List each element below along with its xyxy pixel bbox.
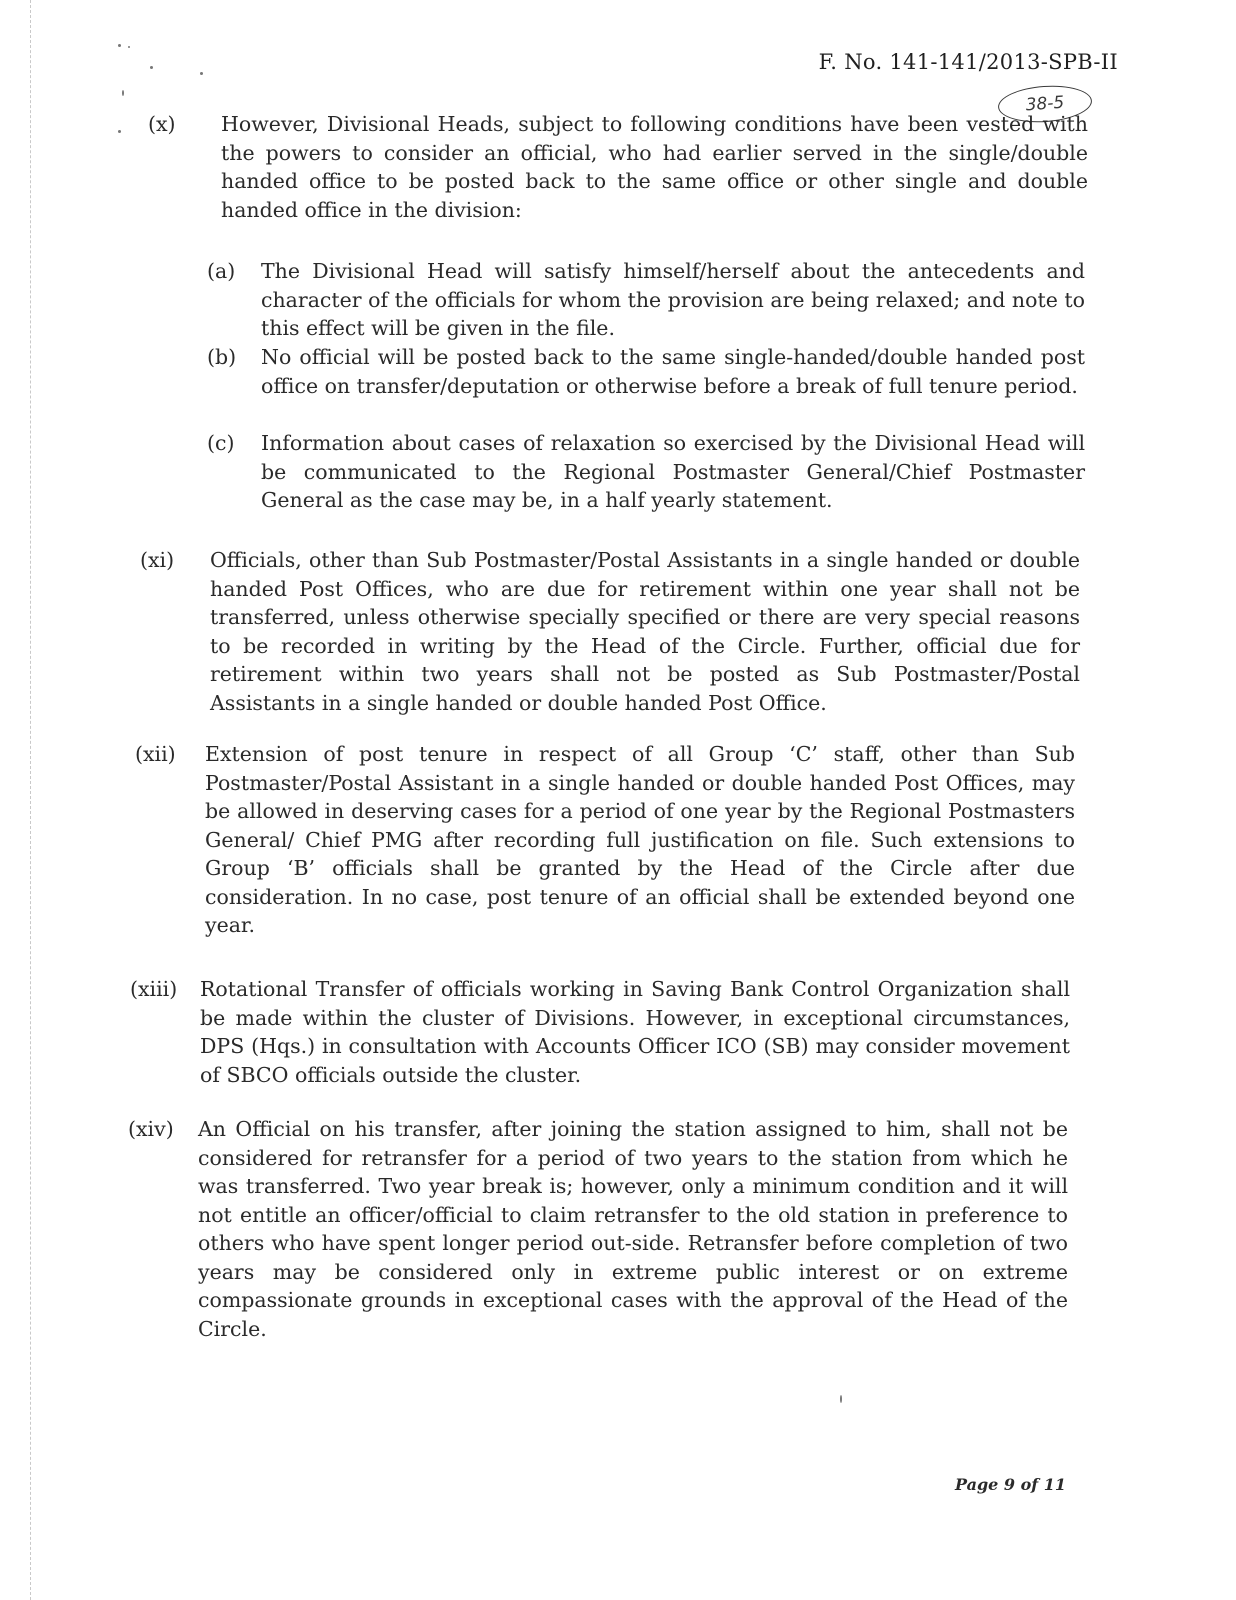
subclause-label: (c) — [207, 431, 235, 455]
scan-speck — [200, 72, 203, 75]
subclause-label: (a) — [207, 259, 236, 283]
clause-numeral: (xiv) — [128, 1117, 174, 1141]
scan-edge-line — [30, 0, 31, 1600]
file-number: F. No. 141-141/2013-SPB-II — [818, 50, 1118, 74]
subclause-a — [207, 257, 1085, 343]
scan-speck — [150, 66, 153, 69]
clause-text: An Official on his transfer, after joining the station assigned to him, shall not be considered for retransfer for a period of two years to the station from which he was transferred. Two year break is; however, only a minimum condition and it will not entitle an officer/official to claim retransfer to the old station in preference to others who have spent longer period out-side. Retransfer before completion of two years may be considered only in extreme public interest or on extreme compassionate grounds in exceptional cases with the approval of the Head of the Circle. — [198, 1117, 1068, 1341]
subclause-text: Information about cases of relaxation so exercised by the Divisional Head will be communicated to the Regional Postmaster General/Chief Postmaster General as the case may be, in a half yearly statement. — [261, 431, 1085, 512]
clause-text: Officials, other than Sub Postmaster/Postal Assistants in a single handed or double handed Post Offices, who are due for retirement within one year shall not be transferred, unless otherwise specially specified or there are very special reasons to be recorded in writing by the Head of the Circle. Further, official due for retirement within two years shall not be posted as Sub Postmaster/Postal Assistants in a single handed or double handed Post Office. — [210, 548, 1080, 715]
scan-speck — [118, 44, 121, 47]
scan-speck — [118, 130, 121, 133]
scan-speck — [128, 46, 130, 48]
clause-xii — [135, 740, 1075, 940]
clause-x — [148, 110, 1088, 224]
subclause-text: No official will be posted back to the same single-handed/double handed post office on transfer/deputation or otherwise before a break of full tenure period. — [261, 345, 1085, 398]
clause-numeral: (x) — [148, 112, 176, 136]
scan-speck — [122, 90, 124, 96]
clause-numeral: (xii) — [135, 742, 176, 766]
scan-speck — [840, 1395, 842, 1403]
subclause-label: (b) — [207, 345, 237, 369]
clause-text: Rotational Transfer of officials working in Saving Bank Control Organization shall be made within the cluster of Divisions. However, in exceptional circumstances, DPS (Hqs.) in consultation with Accounts Officer ICO (SB) may consider movement of SBCO officials outside the cluster. — [200, 977, 1070, 1087]
clause-numeral: (xi) — [140, 548, 175, 572]
clause-xi — [140, 546, 1080, 717]
clause-text: Extension of post tenure in respect of all Group ‘C’ staff, other than Sub Postmaster/Postal Assistant in a single handed or double handed Post Offices, may be allowed in deserving cases for a period of one year by the Regional Postmasters General/ Chief PMG after recording full justification on file. Such extensions to Group ‘B’ officials shall be granted by the Head of the Circle after due consideration. In no case, post tenure of an official shall be extended beyond one year. — [205, 742, 1075, 937]
subclause-c — [207, 429, 1085, 515]
clause-xiii — [130, 975, 1070, 1089]
subclause-text: The Divisional Head will satisfy himself/herself about the antecedents and character of the officials for whom the provision are being relaxed; and note to this effect will be given in the file. — [261, 259, 1085, 340]
page-number: Page 9 of 11 — [955, 1475, 1066, 1494]
clause-text: However, Divisional Heads, subject to following conditions have been vested with the powers to consider an official, who had earlier served in the single/double handed office to be posted back to the same office or other single and double handed office in the division: — [221, 112, 1088, 222]
subclause-b — [207, 343, 1085, 400]
clause-xiv — [128, 1115, 1068, 1343]
handwritten-folio-mark: 38-5 — [997, 83, 1093, 125]
clause-numeral: (xiii) — [130, 977, 178, 1001]
